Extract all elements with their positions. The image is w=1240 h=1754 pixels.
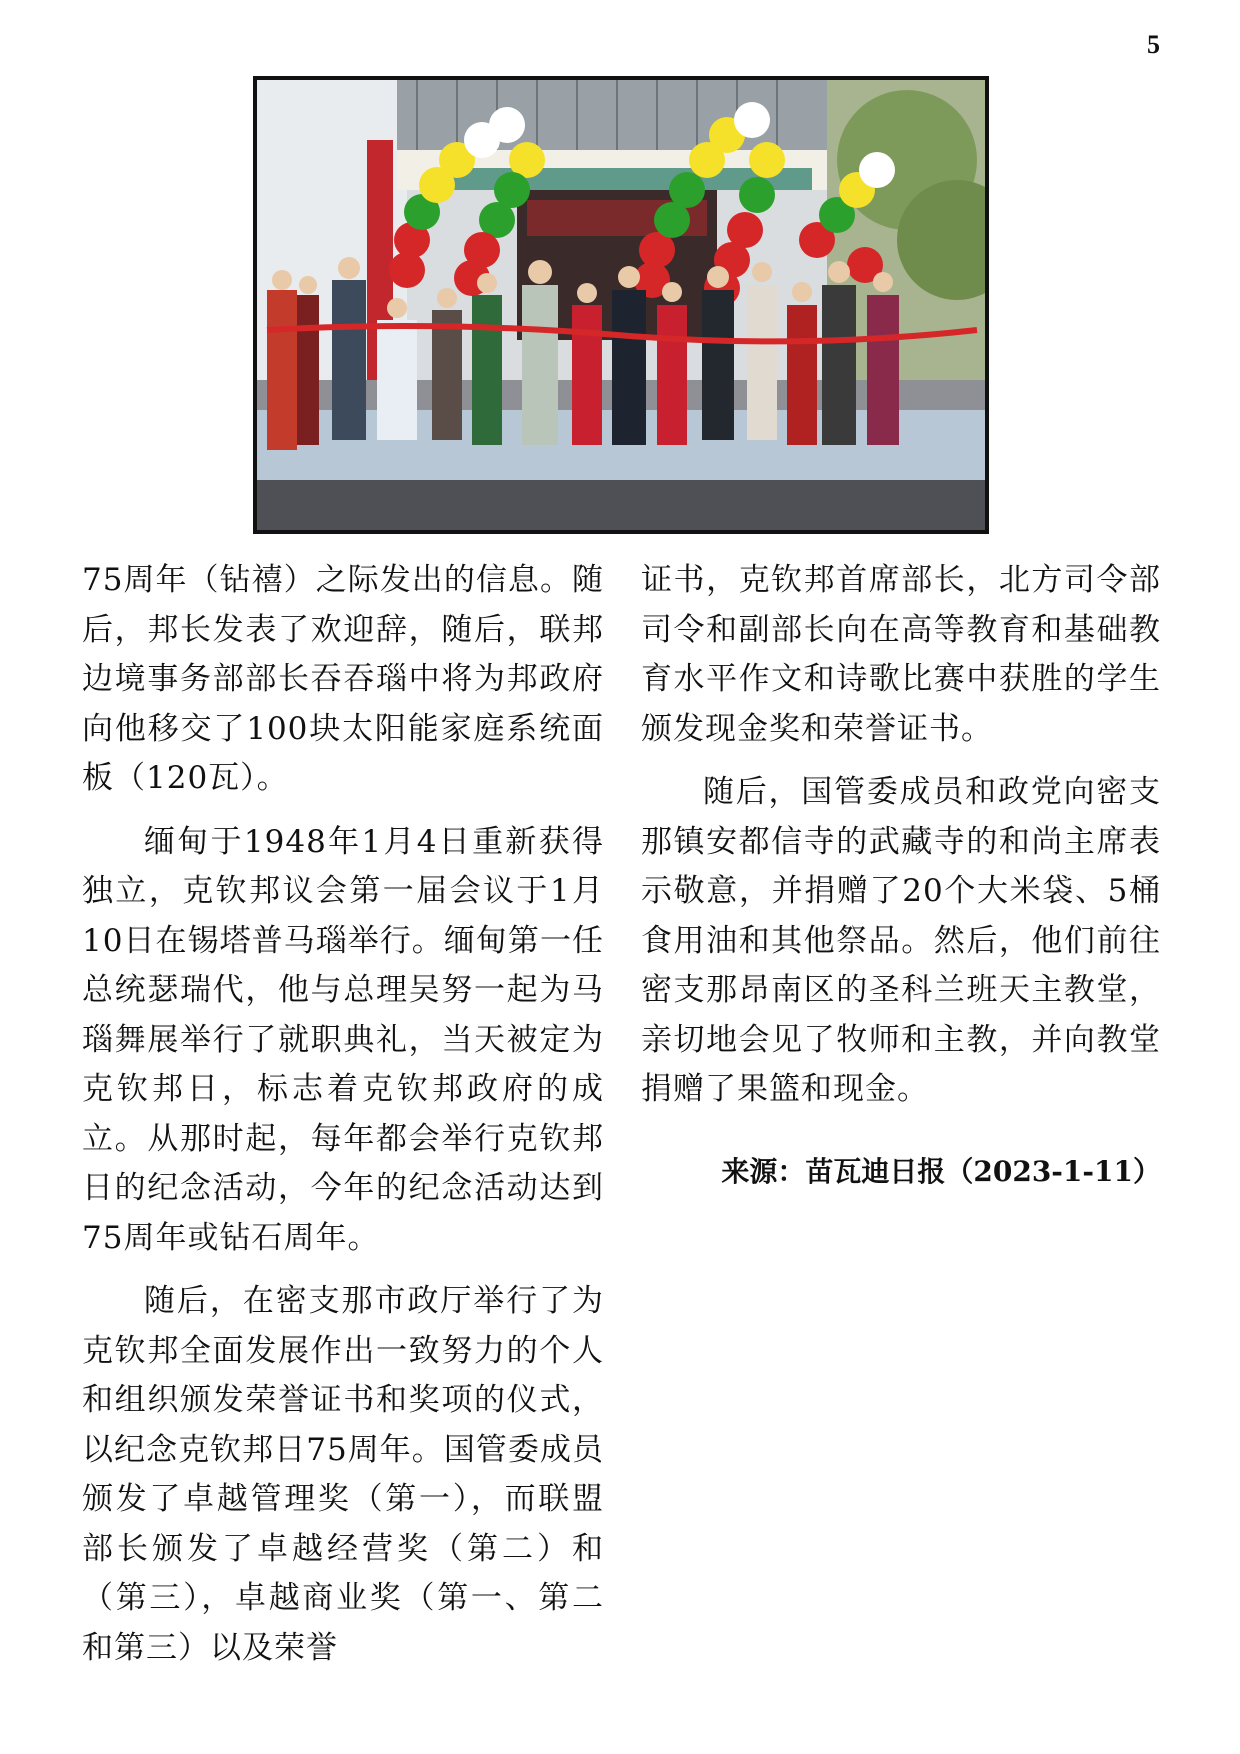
right-paragraph-2: 随后，国管委成员和政党向密支那镇安都信寺的武藏寺的和尚主席表示敬意，并捐赠了20个大米袋、5桶食用油和其他祭品。然后，他们前往密支那昂南区的圣科兰班天主教堂，亲切地会见了牧师和主教，并向教堂捐赠了果篮和现金。 <box>641 774 1161 1107</box>
left-column <box>82 556 604 1687</box>
photo-illustration <box>257 80 985 530</box>
source-citation: 来源：苗瓦迪日报（2023-1-11） <box>721 1154 1161 1188</box>
right-column <box>641 556 1161 1196</box>
left-paragraph-3: 随后，在密支那市政厅举行了为克钦邦全面发展作出一致努力的个人和组织颁发荣誉证书和奖项的仪式，以纪念克钦邦日75周年。国管委成员颁发了卓越管理奖（第一），而联盟部长颁发了卓越经营奖（第二）和（第三），卓越商业奖（第一、第二和第三）以及荣誉 <box>82 1283 604 1666</box>
page-number: 5 <box>1147 30 1160 59</box>
right-paragraph-1: 证书，克钦邦首席部长，北方司令部司令和副部长向在高等教育和基础教育水平作文和诗歌比赛中获胜的学生颁发现金奖和荣誉证书。 <box>641 562 1161 747</box>
ribbon-cutting-photo <box>253 76 989 534</box>
left-paragraph-2: 缅甸于1948年1月4日重新获得独立，克钦邦议会第一届会议于1月10日在锡塔普马瑙举行。缅甸第一任总统瑟瑞代，他与总理吴努一起为马瑙舞展举行了就职典礼，当天被定为克钦邦日，标志着克钦邦政府的成立。从那时起，每年都会举行克钦邦日的纪念活动，今年的纪念活动达到75周年或钻石周年。 <box>82 823 604 1256</box>
left-paragraph-1: 75周年（钻禧）之际发出的信息。随后，邦长发表了欢迎辞，随后，联邦边境事务部部长吞吞瑙中将为邦政府向他移交了100块太阳能家庭系统面板（120瓦）。 <box>82 562 604 796</box>
